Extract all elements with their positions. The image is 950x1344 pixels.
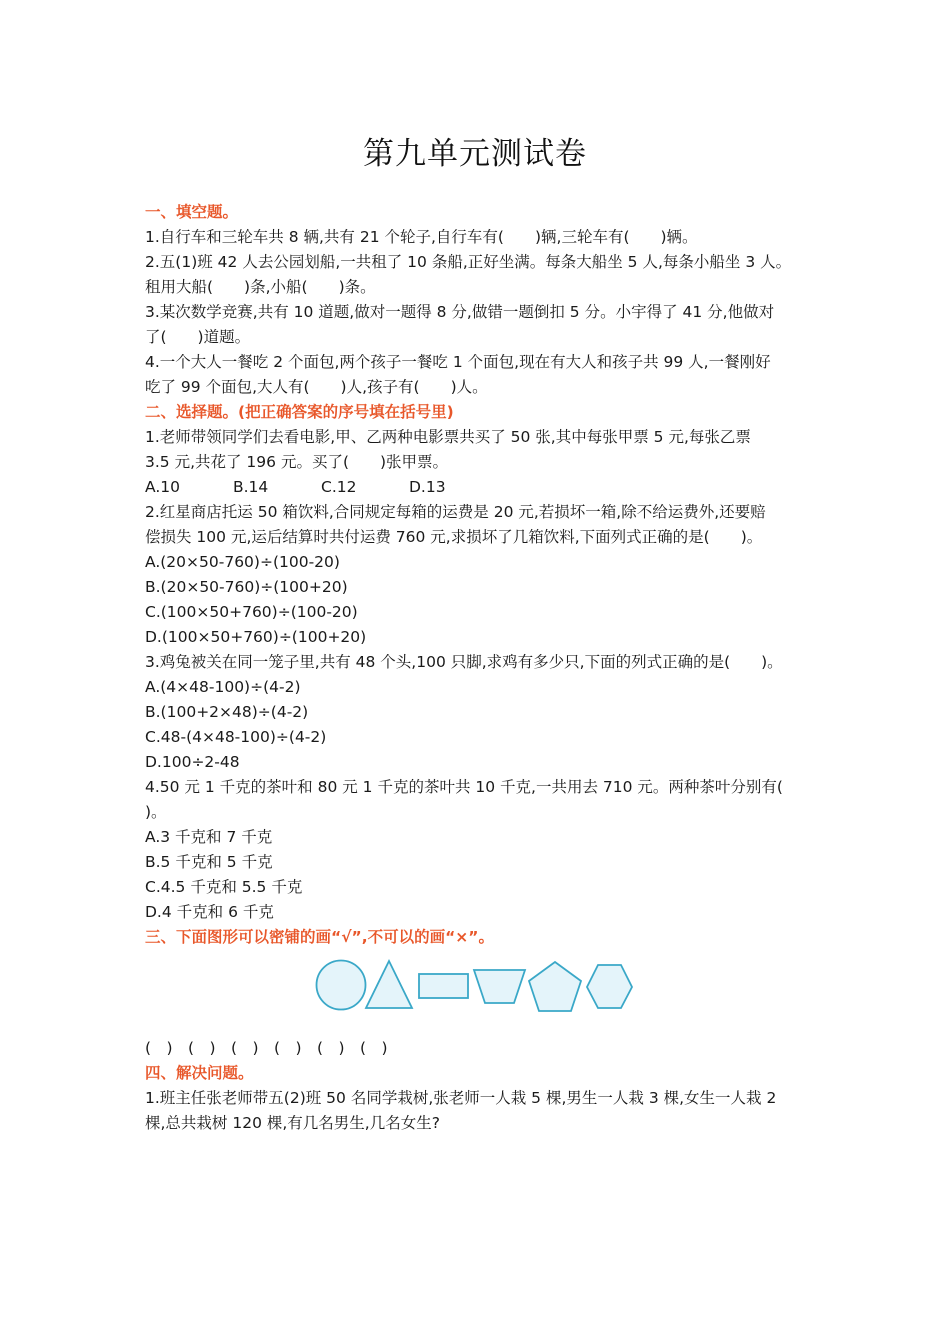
s2-q2-option-c: C.(100×50+760)÷(100-20)	[145, 603, 358, 621]
option-b: B.14	[233, 478, 269, 496]
s2-q2-option-d: D.(100×50+760)÷(100+20)	[145, 628, 367, 646]
blank-4[interactable]: ( )	[274, 1039, 302, 1057]
s2-q1-line1: 1.老师带领同学们去看电影,甲、乙两种电影票共买了 50 张,其中每张甲票 5 元,每张乙票	[145, 428, 751, 446]
section-1-heading: 一、填空题。	[145, 203, 239, 221]
s2-q4-option-d: D.4 千克和 6 千克	[145, 903, 274, 921]
s1-q4-line1: 4.一个大人一餐吃 2 个面包,两个孩子一餐吃 1 个面包,现在有大人和孩子共 99 人,一餐刚好	[145, 353, 771, 371]
blank-3[interactable]: ( )	[231, 1039, 259, 1057]
s1-q3-line2: 了( )道题。	[145, 328, 251, 346]
s2-q3-option-b: B.(100+2×48)÷(4-2)	[145, 703, 309, 721]
answer-blanks	[145, 1036, 815, 1061]
hexagon-shape	[587, 965, 632, 1008]
s2-q2-line1: 2.红星商店托运 50 箱饮料,合同规定每箱的运费是 20 元,若损坏一箱,除不给运费外,还要赔	[145, 503, 766, 521]
rectangle-shape	[419, 974, 468, 998]
s2-q4-option-c: C.4.5 千克和 5.5 千克	[145, 878, 303, 896]
blank-1[interactable]: ( )	[145, 1039, 173, 1057]
s1-q2-line1: 2.五(1)班 42 人去公园划船,一共租了 10 条船,正好坐满。每条大船坐 5 人,每条小船坐 3 人。	[145, 253, 792, 271]
shapes-figure	[315, 957, 637, 1015]
section-2-heading: 二、选择题。(把正确答案的序号填在括号里)	[145, 403, 454, 421]
page-title: 第九单元测试卷	[363, 136, 587, 172]
trapezoid-shape	[474, 970, 525, 1003]
s2-q3-option-a: A.(4×48-100)÷(4-2)	[145, 678, 301, 696]
circle-shape	[317, 961, 366, 1010]
blank-5[interactable]: ( )	[317, 1039, 345, 1057]
s1-q3-line1: 3.某次数学竞赛,共有 10 道题,做对一题得 8 分,做错一题倒扣 5 分。小宇得了 41 分,他做对	[145, 303, 775, 321]
s1-q2-line2: 租用大船( )条,小船( )条。	[145, 278, 376, 296]
section-3-heading: 三、下面图形可以密铺的画“√”,不可以的画“×”。	[145, 928, 494, 946]
option-a: A.10	[145, 478, 180, 496]
option-d: D.13	[409, 478, 446, 496]
pentagon-shape	[529, 962, 581, 1011]
s2-q4-option-b: B.5 千克和 5 千克	[145, 853, 273, 871]
option-c: C.12	[321, 478, 357, 496]
triangle-shape	[366, 961, 412, 1008]
s4-q1-line1: 1.班主任张老师带五(2)班 50 名同学栽树,张老师一人栽 5 棵,男生一人栽 3 棵,女生一人栽 2	[145, 1089, 777, 1107]
s2-q3-option-c: C.48-(4×48-100)÷(4-2)	[145, 728, 327, 746]
s2-q2-line2: 偿损失 100 元,运后结算时共付运费 760 元,求损坏了几箱饮料,下面列式正确的是( )。	[145, 528, 763, 546]
tiling-shapes	[145, 950, 815, 1036]
s2-q4-line1: 4.50 元 1 千克的茶叶和 80 元 1 千克的茶叶共 10 千克,一共用去 710 元。两种茶叶分别有(	[145, 778, 783, 796]
blank-6[interactable]: ( )	[360, 1039, 388, 1057]
s4-q1-line2: 棵,总共栽树 120 棵,有几名男生,几名女生?	[145, 1114, 440, 1132]
section-4-heading: 四、解决问题。	[145, 1064, 254, 1082]
s2-q2-option-a: A.(20×50-760)÷(100-20)	[145, 553, 340, 571]
s1-q1: 1.自行车和三轮车共 8 辆,共有 21 个轮子,自行车有( )辆,三轮车有( )辆。	[145, 228, 698, 246]
s2-q3: 3.鸡兔被关在同一笼子里,共有 48 个头,100 只脚,求鸡有多少只,下面的列式正确的是( )。	[145, 653, 783, 671]
test-body	[145, 200, 815, 1136]
s2-q3-option-d: D.100÷2-48	[145, 753, 240, 771]
blank-2[interactable]: ( )	[188, 1039, 216, 1057]
s1-q4-line2: 吃了 99 个面包,大人有( )人,孩子有( )人。	[145, 378, 488, 396]
s2-q2-option-b: B.(20×50-760)÷(100+20)	[145, 578, 348, 596]
s2-q4-line2: )。	[145, 803, 167, 821]
s2-q1-line2: 3.5 元,共花了 196 元。买了( )张甲票。	[145, 453, 449, 471]
s2-q4-option-a: A.3 千克和 7 千克	[145, 828, 273, 846]
s2-q1-options	[145, 475, 815, 500]
